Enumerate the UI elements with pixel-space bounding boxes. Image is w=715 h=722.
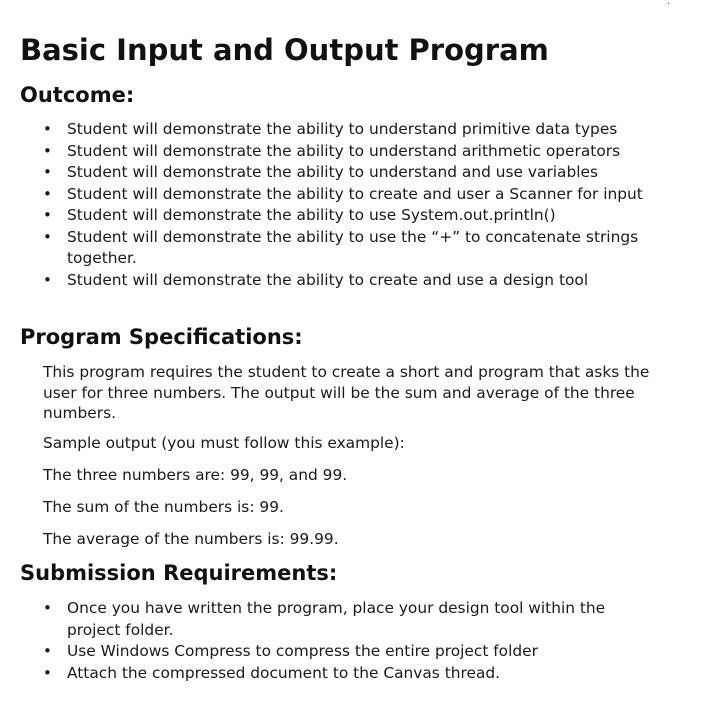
outcome-item-text: Student will demonstrate the ability to create and use a design tool bbox=[67, 270, 589, 289]
list-item bbox=[0, 663, 680, 685]
submission-heading: Submission Requirements: bbox=[20, 561, 338, 585]
outcome-item-text: Student will demonstrate the ability to understand arithmetic operators bbox=[67, 141, 621, 160]
bullet-icon: • bbox=[43, 227, 52, 246]
bullet-icon: • bbox=[43, 163, 52, 181]
specs-intro: This program requires the student to create a short and program that asks the user for three numbers. The output will be the sum and average of the three numbers. bbox=[43, 363, 650, 422]
page-title: Basic Input and Output Program bbox=[20, 33, 549, 67]
submission-item-text: Attach the compressed document to the Canvas thread. bbox=[67, 663, 501, 682]
submission-item-text: Once you have written the program, place your design tool within the project folder. bbox=[67, 599, 606, 639]
bullet-icon: • bbox=[43, 270, 52, 289]
list-item bbox=[0, 141, 680, 163]
sample-output-line: The average of the numbers is: 99.99. bbox=[43, 530, 339, 548]
outcome-list bbox=[0, 119, 680, 291]
outcome-heading: Outcome: bbox=[20, 83, 135, 107]
sample-output-label: Sample output (you must follow this example): bbox=[43, 434, 405, 452]
bullet-icon: • bbox=[43, 642, 52, 660]
bullet-icon: • bbox=[43, 599, 52, 617]
outcome-item-text: Student will demonstrate the ability to use System.out.println() bbox=[67, 206, 556, 224]
list-item bbox=[0, 227, 680, 270]
outcome-item-text: Student will demonstrate the ability to use the “+” to concatenate strings together. bbox=[67, 227, 639, 267]
list-item bbox=[0, 184, 680, 206]
submission-list bbox=[0, 598, 680, 684]
bullet-icon: • bbox=[43, 206, 52, 224]
outcome-item-text: Student will demonstrate the ability to create and user a Scanner for input bbox=[67, 184, 643, 203]
bullet-icon: • bbox=[43, 184, 52, 203]
outcome-item-text: Student will demonstrate the ability to understand primitive data types bbox=[67, 120, 618, 138]
list-item bbox=[0, 598, 680, 641]
sample-output-line: The sum of the numbers is: 99. bbox=[43, 498, 284, 516]
list-item bbox=[0, 162, 680, 184]
outcome-item-text: Student will demonstrate the ability to understand and use variables bbox=[67, 163, 599, 181]
bullet-icon: • bbox=[43, 141, 52, 160]
sample-output-line: The three numbers are: 99, 99, and 99. bbox=[43, 466, 348, 484]
list-item bbox=[0, 119, 680, 141]
submission-item-text: Use Windows Compress to compress the entire project folder bbox=[67, 642, 538, 660]
corner-mark: · bbox=[667, 0, 671, 10]
bullet-icon: • bbox=[43, 120, 52, 138]
list-item bbox=[0, 205, 680, 227]
list-item bbox=[0, 641, 680, 663]
bullet-icon: • bbox=[43, 663, 52, 682]
list-item bbox=[0, 270, 680, 292]
specs-heading: Program Specifications: bbox=[20, 325, 303, 349]
